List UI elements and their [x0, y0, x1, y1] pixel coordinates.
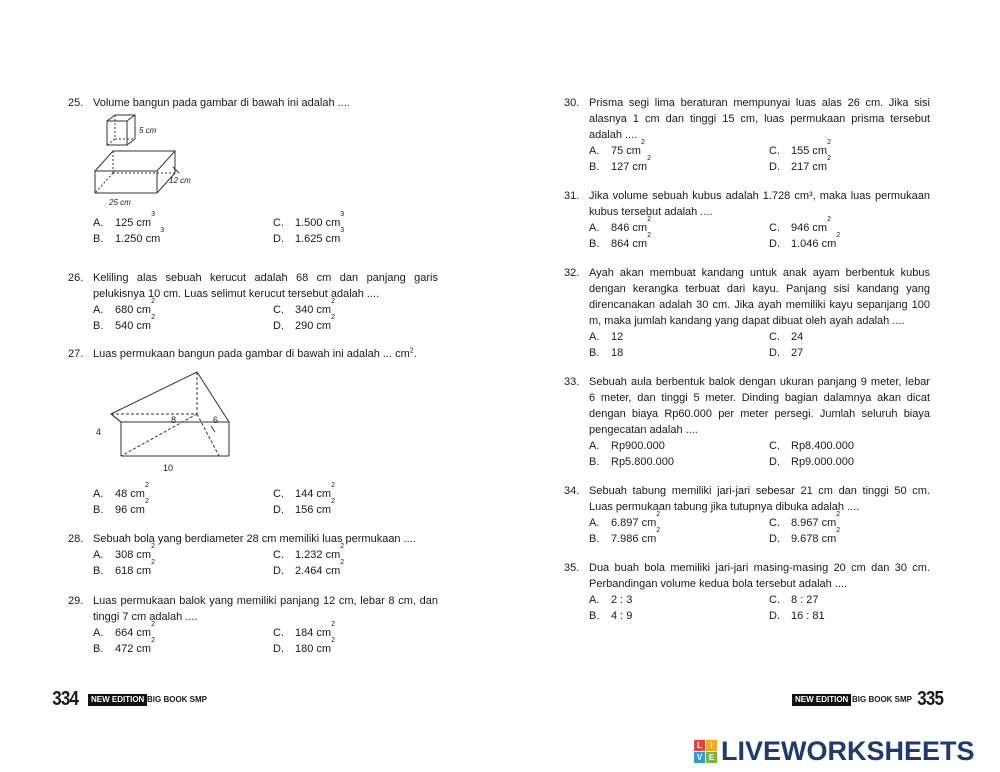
book-title-left: BIG BOOK SMP — [147, 695, 208, 704]
options — [93, 211, 438, 247]
options — [93, 482, 438, 518]
label-12cm: 12 cm — [169, 176, 191, 185]
right-page — [564, 95, 930, 624]
option-d[interactable]: D. Rp9.000.000 — [769, 456, 854, 468]
triangular-prism-diagram — [101, 366, 261, 476]
label-4: 4 — [96, 427, 102, 437]
option-b[interactable]: B. 127 cm 2 — [589, 155, 651, 173]
question-27 — [68, 346, 438, 518]
option-a[interactable]: A. 308 cm 2 — [93, 543, 155, 561]
question-number: 35. — [564, 562, 580, 574]
stacked-boxes-diagram — [93, 111, 223, 203]
question-text: Sebuah tabung memiliki jari-jari sebesar 21 cm dan tinggi 50 cm. Luas permukaan tabung jika tutupnya dibuka adalah .... — [589, 485, 930, 513]
question-text: Dua buah bola memiliki jari-jari masing-masing 20 cm dan 30 cm. Perbandingan volume kedua bola tersebut adalah .... — [589, 562, 930, 590]
option-a[interactable]: A. 125 cm 3 — [93, 211, 155, 229]
question-text: Jika volume sebuah kubus adalah 1.728 cm³, maka luas permukaan kubus tersebut adalah .... — [589, 190, 930, 218]
edition-badge-left: NEW EDITION — [88, 694, 147, 706]
options — [589, 438, 930, 470]
options — [589, 139, 930, 175]
question-text: Keliling alas sebuah kerucut adalah 68 cm dan panjang garis pelukisnya 10 cm. Luas selimut kerucut tersebut adalah .... — [93, 272, 438, 300]
options — [93, 298, 438, 334]
option-a[interactable]: A. 846 cm 2 — [589, 216, 651, 234]
logo-block-i: I — [706, 740, 717, 751]
left-page — [68, 95, 438, 657]
option-c[interactable]: C. 946 cm 2 — [769, 216, 831, 234]
option-c[interactable]: C. 340 cm 2 — [273, 298, 335, 316]
question-number: 25. — [68, 97, 84, 109]
option-b[interactable]: B. 472 cm 2 — [93, 637, 155, 655]
option-b[interactable]: B. 1.250 cm 3 — [93, 227, 165, 245]
options — [589, 329, 930, 361]
option-d[interactable]: D. 180 cm 2 — [273, 637, 335, 655]
question-31 — [564, 188, 930, 252]
question-number: 30. — [564, 97, 580, 109]
question-number: 34. — [564, 485, 580, 497]
question-35 — [564, 560, 930, 624]
logo-blocks-icon — [694, 740, 717, 763]
logo-block-v: V — [694, 752, 705, 763]
option-d[interactable]: D. 156 cm 2 — [273, 498, 335, 516]
edition-badge-right: NEW EDITION — [792, 694, 851, 706]
option-a[interactable]: A. 12 — [589, 331, 624, 343]
logo-block-e: E — [706, 752, 717, 763]
question-text: Volume bangun pada gambar di bawah ini adalah .... — [93, 97, 350, 109]
option-a[interactable]: A. 664 cm 2 — [93, 621, 155, 639]
question-text: Luas permukaan balok yang memiliki panjang 12 cm, lebar 8 cm, dan tinggi 7 cm adalah .... — [93, 595, 438, 623]
question-34 — [564, 483, 930, 547]
option-c[interactable]: C. 155 cm 2 — [769, 139, 831, 157]
label-6: 6 — [213, 415, 219, 425]
question-number: 28. — [68, 533, 84, 545]
options — [93, 543, 438, 579]
option-d[interactable]: D. 2.464 cm 2 — [273, 559, 345, 577]
liveworksheets-logo[interactable] — [694, 736, 975, 766]
question-text: Sebuah aula berbentuk balok dengan ukuran panjang 9 meter, lebar 6 meter, dan tinggi 5 meter. Dinding bagian dalamnya akan dicat dengan biaya Rp60.000 per meter persegi. Jumlah seluruh biaya pengecatan adalah .... — [589, 376, 930, 436]
option-a[interactable]: A. 6.897 cm 2 — [589, 511, 661, 529]
question-29 — [68, 593, 438, 657]
options — [589, 592, 930, 624]
label-5cm: 5 cm — [139, 126, 157, 135]
label-25cm: 25 cm — [109, 198, 131, 207]
question-28 — [68, 531, 438, 579]
option-c[interactable]: C. 184 cm 2 — [273, 621, 335, 639]
option-c[interactable]: C. 144 cm 2 — [273, 482, 335, 500]
figure-triangular-prism — [93, 362, 438, 480]
question-30 — [564, 95, 930, 175]
option-c[interactable]: C. 24 — [769, 331, 804, 343]
option-c[interactable]: C. 8.967 cm 2 — [769, 511, 841, 529]
page-number-right: 335 — [917, 688, 944, 710]
logo-text: LIVEWORKSHEETS — [721, 736, 975, 766]
question-text: Prisma segi lima beraturan mempunyai luas alas 26 cm. Jika sisi alasnya 1 cm dan tinggi 15 cm, luas permukaan prisma tersebut adalah .... — [589, 97, 930, 141]
option-a[interactable]: A. 48 cm 2 — [93, 482, 149, 500]
option-d[interactable]: D. 1.046 cm 2 — [769, 232, 841, 250]
option-b[interactable]: B. 540 cm 2 — [93, 314, 155, 332]
option-d[interactable]: D. 217 cm 2 — [769, 155, 831, 173]
options — [589, 216, 930, 252]
question-text: Ayah akan membuat kandang untuk anak ayam berbentuk kubus dengan kerangka terbuat dari kayu. Panjang sisi kandang yang direncanakan adalah 30 cm. Jika ayah memiliki kayu sepanjang 100 m, maka jumlah kandang yang dapat dibuat oleh ayah adalah .... — [589, 267, 930, 327]
question-text: Sebuah bola yang berdiameter 28 cm memiliki luas permukaan .... — [93, 533, 416, 545]
option-b[interactable]: B. 7.986 cm 2 — [589, 527, 661, 545]
option-b[interactable]: B. Rp5.800.000 — [589, 456, 674, 468]
options — [589, 511, 930, 547]
option-a[interactable]: A. 2 : 3 — [589, 594, 633, 606]
question-number: 26. — [68, 272, 84, 284]
question-number: 33. — [564, 376, 580, 388]
option-d[interactable]: D. 9.678 cm 2 — [769, 527, 841, 545]
option-b[interactable]: B. 18 — [589, 347, 624, 359]
question-33 — [564, 374, 930, 470]
option-a[interactable]: A. 75 cm 2 — [589, 139, 645, 157]
question-26 — [68, 270, 438, 334]
option-d[interactable]: D. 27 — [769, 347, 804, 359]
page-number-left: 334 — [52, 688, 79, 710]
label-8: 8 — [171, 415, 177, 425]
option-b[interactable]: B. 96 cm 2 — [93, 498, 149, 516]
question-number: 32. — [564, 267, 580, 279]
option-d[interactable]: D. 1.625 cm 3 — [273, 227, 345, 245]
option-a[interactable]: A. Rp900.000 — [589, 440, 665, 452]
question-25 — [68, 95, 438, 255]
option-d[interactable]: D. 290 cm 2 — [273, 314, 335, 332]
question-number: 31. — [564, 190, 580, 202]
figure-stacked-boxes — [93, 111, 438, 207]
option-c[interactable]: C. Rp8.400.000 — [769, 440, 854, 452]
logo-block-l: L — [694, 740, 705, 751]
option-c[interactable]: C. 8 : 27 — [769, 594, 819, 606]
option-b[interactable]: B. 618 cm 2 — [93, 559, 155, 577]
option-b[interactable]: B. 4 : 9 — [589, 610, 633, 622]
option-c[interactable]: C. 1.232 cm 2 — [273, 543, 345, 561]
option-a[interactable]: A. 680 cm 2 — [93, 298, 155, 316]
question-text: Luas permukaan bangun pada gambar di bawah ini adalah ... $cm^2$. — [93, 347, 417, 360]
question-number: 29. — [68, 595, 84, 607]
question-number: 27. — [68, 348, 84, 360]
label-10: 10 — [163, 463, 174, 473]
options — [93, 621, 438, 657]
book-title-right: BIG BOOK SMP — [852, 695, 913, 704]
option-c[interactable]: C. 1.500 cm 3 — [273, 211, 345, 229]
option-d[interactable]: D. 16 : 81 — [769, 610, 825, 622]
option-b[interactable]: B. 864 cm 2 — [589, 232, 651, 250]
question-32 — [564, 265, 930, 361]
